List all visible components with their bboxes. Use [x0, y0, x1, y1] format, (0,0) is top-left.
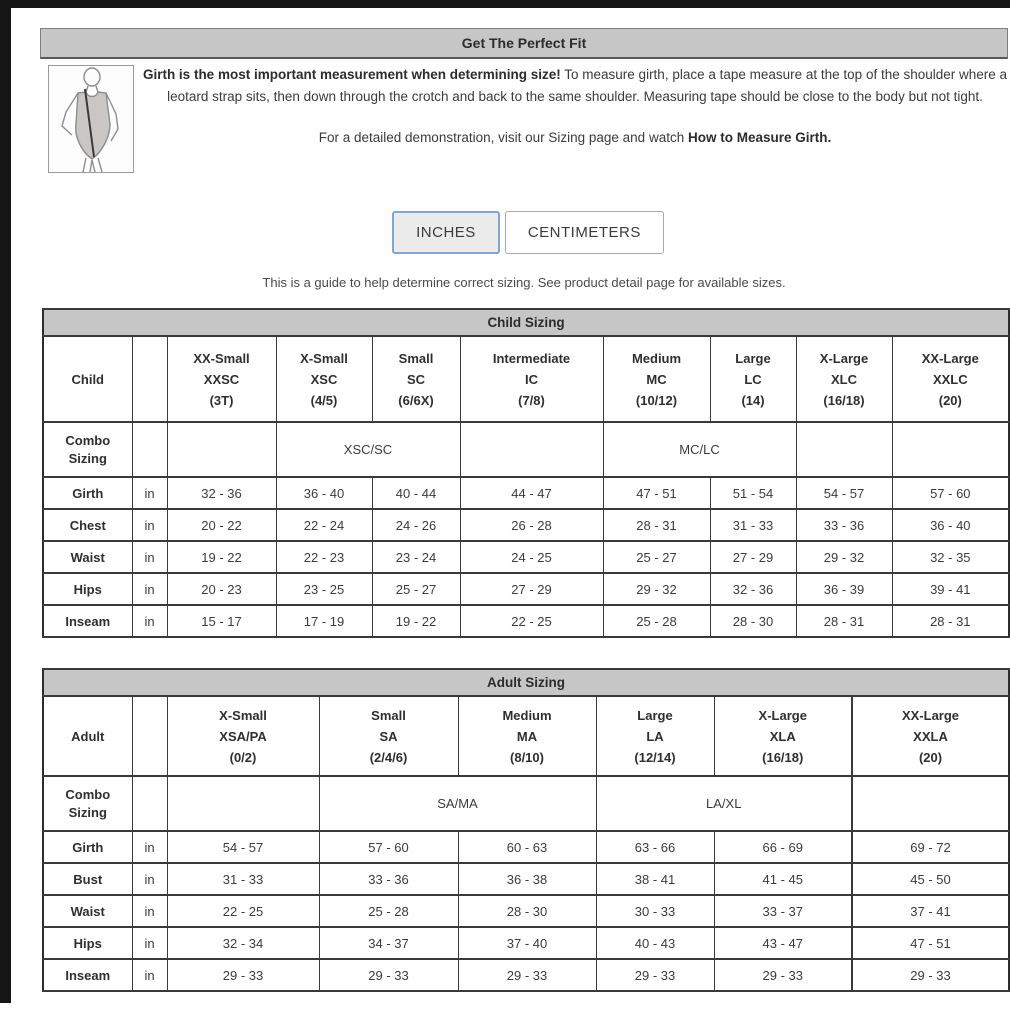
size-column-header: [276, 336, 372, 422]
size-column-name: XX-Large: [901, 707, 960, 723]
girth-instructions-rest: To measure girth, place a tape measure at the top of the shoulder where a leotard strap sits, then down through the crotch and back to the same shoulder. Measuring tape should be close to the body but not tight.: [167, 67, 1008, 104]
unit-cell: in: [132, 477, 167, 509]
combo-row-label: Combo Sizing: [43, 776, 132, 831]
size-column-header: [167, 696, 319, 776]
value-cell: 28 - 31: [796, 605, 892, 637]
value-cell: 69 - 72: [852, 831, 1009, 863]
size-column-sizes: (6/6X): [398, 392, 434, 408]
measurement-row-label: Inseam: [43, 959, 132, 991]
unit-cell: in: [132, 605, 167, 637]
girth-instructions: [142, 64, 1008, 149]
combo-cell: [167, 776, 319, 831]
value-cell: 24 - 25: [460, 541, 603, 573]
value-cell: 15 - 17: [167, 605, 276, 637]
size-column-name: Large: [637, 707, 673, 723]
value-cell: 22 - 23: [276, 541, 372, 573]
size-column-name: Medium: [631, 350, 682, 366]
value-cell: 32 - 36: [167, 477, 276, 509]
unit-header-cell: [132, 336, 167, 422]
size-column-code: XXLC: [932, 371, 968, 387]
value-cell: 37 - 41: [852, 895, 1009, 927]
value-cell: 29 - 33: [167, 959, 319, 991]
value-cell: 28 - 30: [710, 605, 796, 637]
value-cell: 23 - 24: [372, 541, 460, 573]
value-cell: 33 - 37: [714, 895, 852, 927]
value-cell: 20 - 22: [167, 509, 276, 541]
combo-cell: [796, 422, 892, 477]
window-border-left: [0, 0, 11, 1003]
size-column-name: XX-Small: [193, 350, 250, 366]
size-column-code: XXLA: [913, 728, 948, 744]
size-column-name: X-Large: [819, 350, 869, 366]
value-cell: 26 - 28: [460, 509, 603, 541]
size-column-header: [796, 336, 892, 422]
value-cell: 47 - 51: [852, 927, 1009, 959]
value-cell: 22 - 24: [276, 509, 372, 541]
value-cell: 33 - 36: [796, 509, 892, 541]
size-column-sizes: (16/18): [762, 749, 804, 765]
value-cell: 36 - 40: [892, 509, 1009, 541]
size-column-sizes: (12/14): [634, 749, 676, 765]
value-cell: 34 - 37: [319, 927, 458, 959]
leotard-figure-illustration: [48, 65, 134, 173]
value-cell: 22 - 25: [167, 895, 319, 927]
size-column-sizes: (16/18): [823, 392, 865, 408]
value-cell: 17 - 19: [276, 605, 372, 637]
value-cell: 40 - 44: [372, 477, 460, 509]
combo-cell: [167, 422, 276, 477]
combo-cell: [460, 422, 603, 477]
size-column-name: X-Small: [219, 707, 267, 723]
value-cell: 43 - 47: [714, 927, 852, 959]
value-cell: 57 - 60: [892, 477, 1009, 509]
row-group-label: Child: [43, 336, 132, 422]
unit-cell: in: [132, 895, 167, 927]
value-cell: 36 - 38: [458, 863, 596, 895]
unit-cell: in: [132, 831, 167, 863]
unit-toggle: [44, 211, 1010, 254]
combo-cell: SA/MA: [319, 776, 596, 831]
value-cell: 63 - 66: [596, 831, 714, 863]
value-cell: 60 - 63: [458, 831, 596, 863]
value-cell: 39 - 41: [892, 573, 1009, 605]
value-cell: 29 - 33: [596, 959, 714, 991]
adult-sizing-table: [42, 668, 1010, 992]
value-cell: 27 - 29: [460, 573, 603, 605]
size-column-sizes: (20): [918, 749, 943, 765]
size-column-code: SA: [379, 728, 398, 744]
size-column-sizes: (2/4/6): [369, 749, 408, 765]
girth-measure-diagram: [49, 66, 133, 172]
value-cell: 28 - 31: [603, 509, 710, 541]
child-sizing-table: [42, 308, 1010, 638]
child-sizing-table-container: [42, 308, 1010, 638]
intro-section: [40, 64, 1008, 149]
size-column-code: XLA: [769, 728, 796, 744]
girth-instructions-bold: Girth is the most important measurement when determining size!: [142, 67, 561, 82]
value-cell: 40 - 43: [596, 927, 714, 959]
demo-line: [142, 127, 1008, 149]
size-column-code: XXSC: [203, 371, 240, 387]
size-column-name: Large: [735, 350, 771, 366]
value-cell: 54 - 57: [796, 477, 892, 509]
size-column-code: LA: [646, 728, 664, 744]
size-column-header: [714, 696, 852, 776]
value-cell: 36 - 40: [276, 477, 372, 509]
measurement-row-label: Girth: [43, 831, 132, 863]
size-column-sizes: (7/8): [518, 392, 545, 408]
value-cell: 29 - 32: [796, 541, 892, 573]
unit-header-cell: [132, 696, 167, 776]
value-cell: 29 - 33: [458, 959, 596, 991]
size-column-header: [458, 696, 596, 776]
value-cell: 57 - 60: [319, 831, 458, 863]
size-column-sizes: (4/5): [310, 392, 338, 408]
value-cell: 28 - 31: [892, 605, 1009, 637]
size-column-sizes: (0/2): [229, 749, 257, 765]
value-cell: 36 - 39: [796, 573, 892, 605]
unit-cell: in: [132, 509, 167, 541]
value-cell: 31 - 33: [710, 509, 796, 541]
size-column-name: X-Small: [300, 350, 348, 366]
value-cell: 33 - 36: [319, 863, 458, 895]
combo-cell: XSC/SC: [276, 422, 460, 477]
value-cell: 25 - 27: [372, 573, 460, 605]
size-column-header: [710, 336, 796, 422]
size-column-code: MC: [646, 371, 667, 387]
centimeters-button[interactable]: CENTIMETERS: [505, 211, 664, 254]
measurement-row-label: Waist: [43, 541, 132, 573]
size-column-name: Small: [371, 707, 406, 723]
combo-cell: [852, 776, 1009, 831]
size-column-code: IC: [525, 371, 538, 387]
table-title-bar: Adult Sizing: [43, 669, 1009, 696]
size-column-header: [603, 336, 710, 422]
unit-cell: in: [132, 959, 167, 991]
table-title-bar: Child Sizing: [43, 309, 1009, 336]
size-column-code: LC: [744, 371, 762, 387]
value-cell: 29 - 32: [603, 573, 710, 605]
size-column-header: [892, 336, 1009, 422]
value-cell: 25 - 28: [319, 895, 458, 927]
demo-line-bold: How to Measure Girth.: [687, 130, 832, 145]
value-cell: 27 - 29: [710, 541, 796, 573]
measurement-row-label: Hips: [43, 573, 132, 605]
combo-unit-cell: [132, 776, 167, 831]
value-cell: 66 - 69: [714, 831, 852, 863]
unit-cell: in: [132, 927, 167, 959]
value-cell: 29 - 33: [852, 959, 1009, 991]
value-cell: 23 - 25: [276, 573, 372, 605]
inches-button[interactable]: INCHES: [392, 211, 500, 254]
value-cell: 25 - 27: [603, 541, 710, 573]
value-cell: 54 - 57: [167, 831, 319, 863]
value-cell: 19 - 22: [167, 541, 276, 573]
measurement-row-label: Waist: [43, 895, 132, 927]
size-column-sizes: (10/12): [635, 392, 678, 408]
combo-cell: LA/XL: [596, 776, 852, 831]
value-cell: 44 - 47: [460, 477, 603, 509]
value-cell: 22 - 25: [460, 605, 603, 637]
value-cell: 24 - 26: [372, 509, 460, 541]
value-cell: 45 - 50: [852, 863, 1009, 895]
value-cell: 51 - 54: [710, 477, 796, 509]
demo-line-prefix: For a detailed demonstration, visit our Sizing page and watch: [318, 130, 688, 145]
size-column-name: X-Large: [758, 707, 807, 723]
girth-instructions-paragraph: [142, 64, 1008, 108]
value-cell: 29 - 33: [319, 959, 458, 991]
size-column-header: [372, 336, 460, 422]
combo-row-label: Combo Sizing: [43, 422, 132, 477]
value-cell: 41 - 45: [714, 863, 852, 895]
measurement-row-label: Inseam: [43, 605, 132, 637]
size-column-sizes: (14): [741, 392, 765, 408]
value-cell: 32 - 36: [710, 573, 796, 605]
unit-cell: in: [132, 541, 167, 573]
combo-unit-cell: [132, 422, 167, 477]
size-column-name: Small: [398, 350, 434, 366]
value-cell: 32 - 34: [167, 927, 319, 959]
size-column-header: [167, 336, 276, 422]
value-cell: 29 - 33: [714, 959, 852, 991]
combo-cell: MC/LC: [603, 422, 796, 477]
value-cell: 28 - 30: [458, 895, 596, 927]
size-column-header: [319, 696, 458, 776]
value-cell: 25 - 28: [603, 605, 710, 637]
size-column-header: [852, 696, 1009, 776]
value-cell: 31 - 33: [167, 863, 319, 895]
unit-cell: in: [132, 863, 167, 895]
measurement-row-label: Girth: [43, 477, 132, 509]
size-column-sizes: (20): [938, 392, 962, 408]
value-cell: 30 - 33: [596, 895, 714, 927]
size-column-name: Intermediate: [492, 350, 571, 366]
sizing-note: This is a guide to help determine correct sizing. See product detail page for available sizes.: [262, 275, 786, 290]
combo-cell: [892, 422, 1009, 477]
size-column-sizes: (3T): [209, 392, 234, 408]
size-column-code: MA: [516, 728, 538, 744]
value-cell: 37 - 40: [458, 927, 596, 959]
value-cell: 38 - 41: [596, 863, 714, 895]
measurement-row-label: Bust: [43, 863, 132, 895]
adult-sizing-table-container: [42, 668, 1010, 992]
size-column-header: [460, 336, 603, 422]
size-column-name: XX-Large: [921, 350, 979, 366]
page-title: Get The Perfect Fit: [40, 28, 1008, 59]
size-column-header: [596, 696, 714, 776]
size-column-code: SC: [406, 371, 426, 387]
value-cell: 20 - 23: [167, 573, 276, 605]
value-cell: 47 - 51: [603, 477, 710, 509]
value-cell: 19 - 22: [372, 605, 460, 637]
size-column-code: XSA/PA: [219, 728, 267, 744]
size-column-sizes: (8/10): [510, 749, 544, 765]
size-column-code: XSC: [310, 371, 338, 387]
row-group-label: Adult: [43, 696, 132, 776]
measurement-row-label: Hips: [43, 927, 132, 959]
unit-cell: in: [132, 573, 167, 605]
sizing-guide-page: [40, 0, 1008, 1010]
size-column-name: Medium: [502, 707, 552, 723]
size-column-code: XLC: [831, 371, 857, 387]
measurement-row-label: Chest: [43, 509, 132, 541]
value-cell: 32 - 35: [892, 541, 1009, 573]
